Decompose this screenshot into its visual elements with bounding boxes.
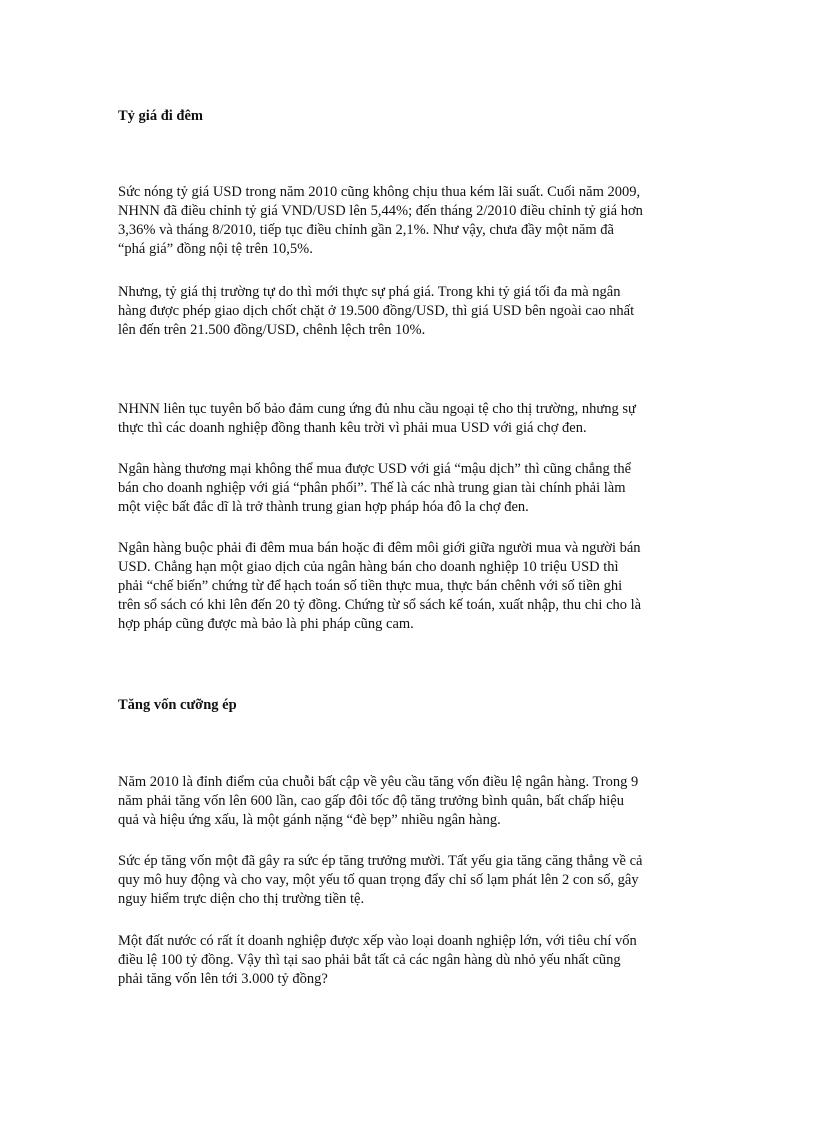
paragraph-line: hợp pháp cũng được mà bảo là phi pháp cũng cam.	[118, 616, 414, 632]
paragraph-line: Nhưng, tỷ giá thị trường tự do thì mới thực sự phá giá. Trong khi tỷ giá tối đa mà ngân	[118, 284, 621, 300]
paragraph-5	[118, 539, 641, 634]
paragraph-line: Sức ép tăng vốn một đã gây ra sức ép tăng trưởng mười. Tất yếu gia tăng căng thẳng về cả	[118, 853, 643, 869]
paragraph-line: trên sổ sách có khi lên đến 20 tỷ đồng. Chứng từ sổ sách kế toán, xuất nhập, thu chi cho là	[118, 597, 642, 613]
paragraph-line: quy mô huy động và cho vay, một yếu tố quan trọng đẩy chỉ số lạm phát lên 2 con số, gây	[118, 872, 639, 888]
paragraph-8	[118, 932, 637, 989]
section-heading-exchange-rate: Tỷ giá đi đêm	[118, 108, 203, 124]
paragraph-1	[118, 183, 643, 259]
paragraph-line: hàng được phép giao dịch chốt chặt ở 19.500 đồng/USD, thì giá USD bên ngoài cao nhất	[118, 303, 635, 319]
paragraph-3	[118, 400, 636, 438]
paragraph-line: một việc bất đắc dĩ là trở thành trung gian hợp pháp hóa đô la chợ đen.	[118, 499, 529, 515]
paragraph-line: năm phải tăng vốn lên 600 lần, cao gấp đôi tốc độ tăng trưởng bình quân, bất chấp hiệu	[118, 793, 624, 809]
paragraph-4	[118, 460, 631, 517]
paragraph-line: quả và hiệu ứng xấu, là một gánh nặng “đè bẹp” nhiều ngân hàng.	[118, 812, 501, 828]
paragraph-line: lên đến trên 21.500 đồng/USD, chênh lệch trên 10%.	[118, 322, 426, 338]
paragraph-2	[118, 283, 634, 340]
paragraph-line: Ngân hàng thương mại không thể mua được USD với giá “mậu dịch” thì cũng chẳng thể	[118, 461, 632, 477]
paragraph-line: thực thì các doanh nghiệp đồng thanh kêu trời vì phải mua USD với giá chợ đen.	[118, 420, 587, 436]
paragraph-line: Một đất nước có rất ít doanh nghiệp được xếp vào loại doanh nghiệp lớn, với tiêu chí vốn	[118, 933, 637, 949]
paragraph-line: NHNN liên tục tuyên bố bảo đảm cung ứng đủ nhu cầu ngoại tệ cho thị trường, nhưng sự	[118, 401, 636, 417]
paragraph-line: Ngân hàng buộc phải đi đêm mua bán hoặc đi đêm môi giới giữa người mua và người bán	[118, 540, 641, 556]
paragraph-line: NHNN đã điều chỉnh tỷ giá VND/USD lên 5,44%; đến tháng 2/2010 điều chỉnh tỷ giá hơn	[118, 203, 643, 219]
paragraph-line: điều lệ 100 tỷ đồng. Vậy thì tại sao phải bắt tất cả các ngân hàng dù nhỏ yếu nhất cũng	[118, 952, 621, 968]
paragraph-line: Năm 2010 là đỉnh điểm của chuỗi bất cập về yêu cầu tăng vốn điều lệ ngân hàng. Trong 9	[118, 774, 639, 790]
section-heading-capital-increase: Tăng vốn cưỡng ép	[118, 697, 237, 713]
paragraph-line: phải tăng vốn lên tới 3.000 tỷ đồng?	[118, 971, 328, 987]
paragraph-line: Sức nóng tỷ giá USD trong năm 2010 cũng không chịu thua kém lãi suất. Cuối năm 2009,	[118, 184, 641, 200]
paragraph-line: USD. Chẳng hạn một giao dịch của ngân hàng bán cho doanh nghiệp 10 triệu USD thì	[118, 559, 619, 575]
paragraph-line: “phá giá” đồng nội tệ trên 10,5%.	[118, 241, 313, 257]
paragraph-line: nguy hiểm trực diện cho thị trường tiền tệ.	[118, 891, 365, 907]
paragraph-line: 3,36% và tháng 8/2010, tiếp tục điều chỉnh gần 2,1%. Như vậy, chưa đầy một năm đã	[118, 222, 614, 238]
paragraph-6	[118, 773, 638, 830]
paragraph-line: phải “chế biến” chứng từ để hạch toán số tiền thực mua, thực bán chênh với số tiền ghi	[118, 578, 623, 594]
paragraph-line: bán cho doanh nghiệp với giá “phân phối”. Thế là các nhà trung gian tài chính phải làm	[118, 480, 626, 496]
paragraph-7	[118, 852, 642, 909]
